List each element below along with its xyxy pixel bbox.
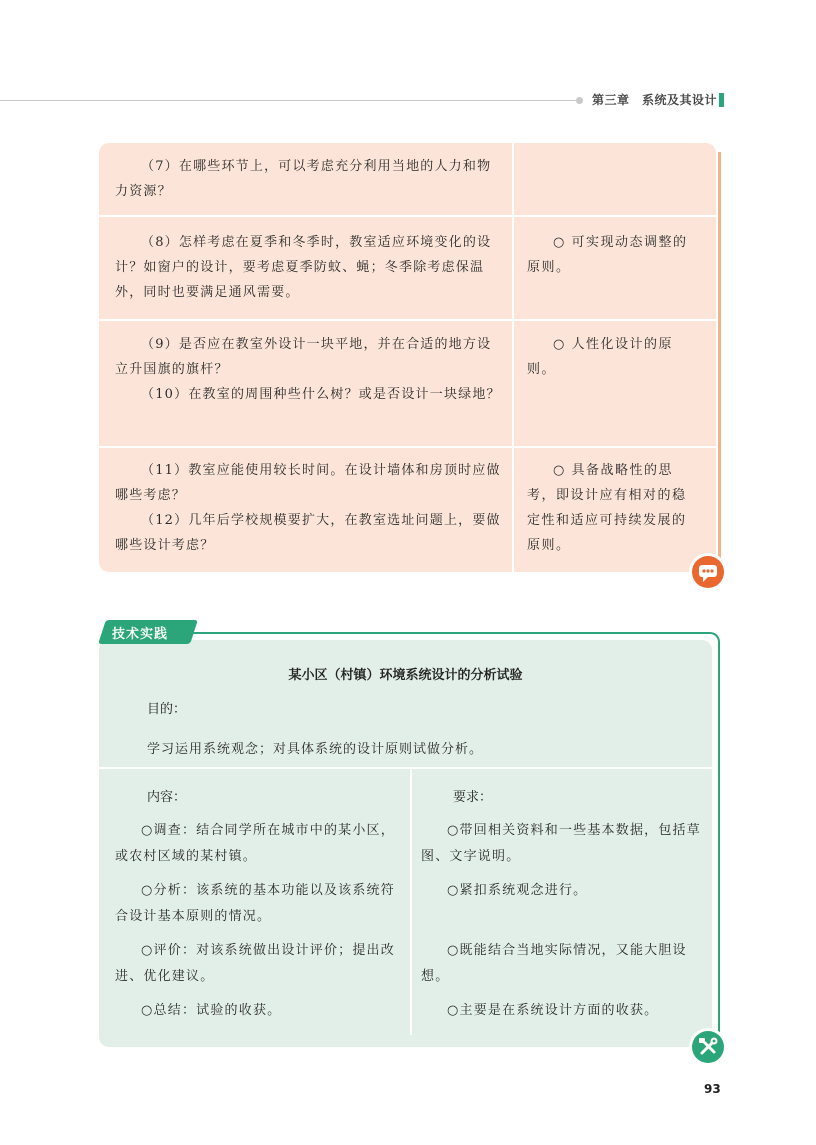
column-divider	[410, 769, 412, 1035]
principle-cell	[527, 332, 699, 382]
requirement-item: ○既能结合当地实际情况，又能大胆设想。	[421, 943, 687, 984]
practice-panel	[99, 640, 712, 1047]
header-accent-bar	[719, 93, 724, 107]
question-cell	[115, 332, 505, 407]
purpose-text: 学习运用系统观念；对具体系统的设计原则试做分析。	[147, 742, 484, 757]
header-rule	[0, 100, 578, 101]
principle-cell	[527, 230, 699, 280]
column-divider	[512, 143, 514, 572]
requirement-label: 要求：	[453, 790, 493, 805]
content-item: ○分析：该系统的基本功能以及该系统符合设计基本原则的情况。	[115, 883, 395, 924]
section-edge-decoration	[718, 650, 720, 1040]
principle-text: ○ 可实现动态调整的原则。	[527, 235, 688, 275]
principle-cell	[527, 458, 699, 558]
question-text: （10）在教室的周围种些什么树？或是否设计一块绿地？	[141, 387, 501, 402]
purpose-label: 目的：	[147, 702, 187, 717]
content-item: ○总结：试验的收获。	[141, 1003, 282, 1018]
requirement-item: ○紧扣系统观念进行。	[447, 883, 588, 898]
content-label: 内容：	[147, 790, 187, 805]
requirement-item: ○主要是在系统设计方面的收获。	[447, 1003, 659, 1018]
question-text: （9）是否应在教室外设计一块平地，并在合适的地方设立升国旗的旗杆？	[115, 337, 492, 377]
row-divider	[99, 767, 712, 769]
question-text: （7）在哪些环节上，可以考虑充分利用当地的人力和物力资源？	[115, 159, 492, 199]
tools-icon	[689, 1028, 727, 1066]
question-cell	[115, 230, 505, 305]
principle-text: ○ 人性化设计的原则。	[527, 337, 673, 377]
question-text: （11）教室应能使用较长时间。在设计墙体和房顶时应做哪些考虑？	[115, 463, 501, 503]
question-cell	[115, 154, 505, 204]
content-item: ○调查：结合同学所在城市中的某小区，或农村区域的某村镇。	[115, 823, 395, 864]
table-edge-decoration	[718, 152, 721, 572]
table-row	[99, 217, 716, 321]
content-item: ○评价：对该系统做出设计评价；提出改进、优化建议。	[115, 943, 395, 984]
practice-title: 某小区（村镇）环境系统设计的分析试验	[288, 668, 523, 683]
section-rule	[188, 632, 708, 634]
header-rule-dot	[576, 97, 583, 104]
table-row	[99, 143, 716, 217]
principle-text: ○ 具备战略性的思考，即设计应有相对的稳定性和适应可持续发展的原则。	[527, 463, 687, 553]
table-row	[99, 321, 716, 448]
chapter-title: 第三章 系统及其设计	[592, 93, 718, 107]
table-row	[99, 448, 716, 572]
question-text: （8）怎样考虑在夏季和冬季时，教室适应环境变化的设计？如窗户的设计，要考虑夏季防蚊、蝇；冬季除考虑保温外，同时也要满足通风需要。	[115, 235, 492, 300]
page-number: 93	[704, 1082, 721, 1096]
question-cell	[115, 458, 505, 558]
section-tag-label: 技术实践	[112, 627, 169, 642]
requirement-item: ○带回相关资料和一些基本数据，包括草图、文字说明。	[421, 823, 701, 864]
question-text: （12）几年后学校规模要扩大，在教室选址问题上，要做哪些设计考虑？	[115, 513, 501, 553]
chat-bubble-icon	[689, 553, 727, 591]
design-questions-table	[99, 143, 716, 572]
